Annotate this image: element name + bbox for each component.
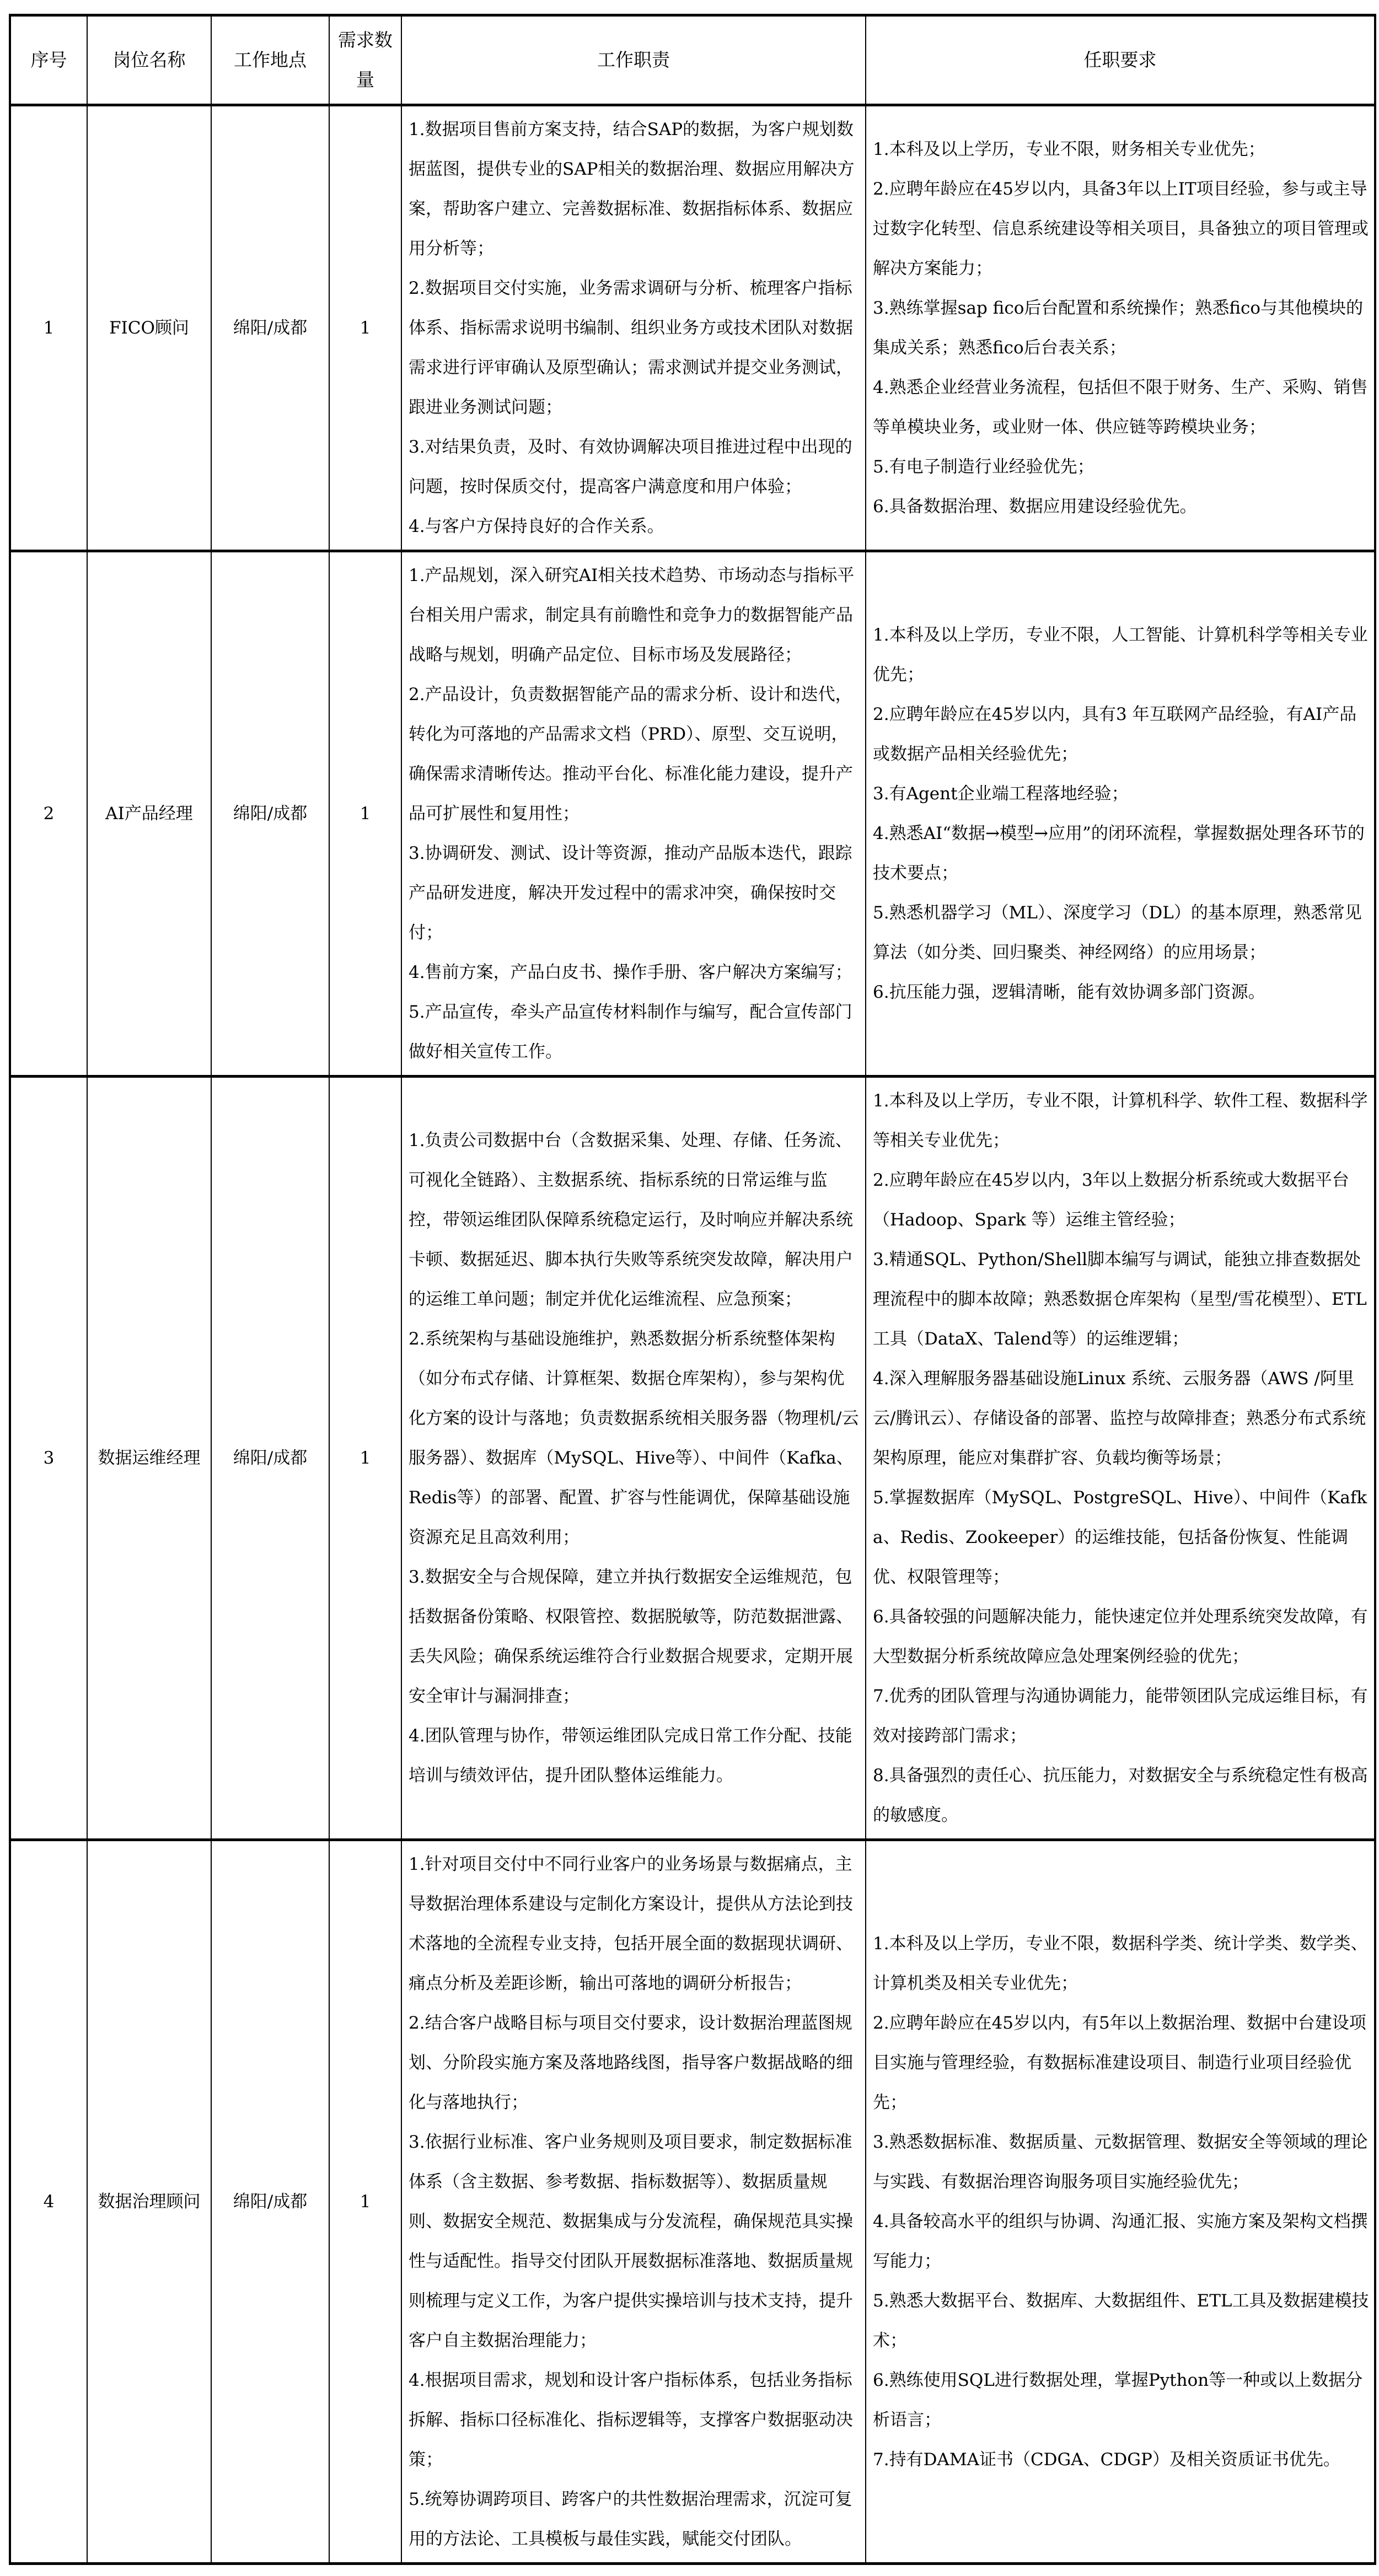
job-row-fico-consultant [10, 105, 1375, 551]
text-paragraph: 3.熟练掌握sap fico后台配置和系统操作；熟悉fico与其他模块的集成关系；熟悉fico后台表关系； [873, 298, 1364, 358]
text-paragraph: 1.负责公司数据中台（含数据采集、处理、存储、任务流、可视化全链路）、主数据系统、指标系统的日常运维与监控，带领运维团队保障系统稳定运行，及时响应并解决系统卡顿、数据延迟、脚本执行失败等系统突发故障，解决用户的运维工单问题；制定并优化运维流程、应急预案； [409, 1131, 853, 1309]
job-title: 数据运维经理 [87, 1077, 211, 1840]
text-paragraph: 1.本科及以上学历，专业不限，人工智能、计算机科学等相关专业优先； [873, 625, 1368, 685]
job-postings-table [9, 14, 1376, 2565]
job-title: FICO顾问 [87, 105, 211, 551]
job-no: 4 [10, 1840, 87, 2564]
text-paragraph: 1.本科及以上学历，专业不限，数据科学类、统计学类、数学类、计算机类及相关专业优先； [873, 1934, 1368, 1993]
text-paragraph: 1.产品规划，深入研究AI相关技术趋势、市场动态与指标平台相关用户需求，制定具有前瞻性和竞争力的数据智能产品战略与规划，明确产品定位、目标市场及发展路径； [409, 566, 855, 665]
job-duties [401, 551, 866, 1077]
job-count: 1 [329, 105, 401, 551]
text-paragraph: 2.应聘年龄应在45岁以内，有5年以上数据治理、数据中台建设项目实施与管理经验，有数据标准建设项目、制造行业项目经验优先； [873, 2013, 1366, 2112]
text-paragraph: 1.本科及以上学历，专业不限，计算机科学、软件工程、数据科学等相关专业优先； [873, 1091, 1368, 1150]
text-paragraph: 4.与客户方保持良好的合作关系。 [409, 517, 664, 536]
text-paragraph: 2.应聘年龄应在45岁以内，具备3年以上IT项目经验，参与或主导过数字化转型、信息系统建设等相关项目，具备独立的项目管理或解决方案能力； [873, 179, 1369, 278]
text-paragraph: 6.熟练使用SQL进行数据处理，掌握Python等一种或以上数据分析语言； [873, 2370, 1363, 2430]
job-row-data-governance-consultant [10, 1840, 1375, 2564]
text-paragraph: 2.系统架构与基础设施维护，熟悉数据分析系统整体架构（如分布式存储、计算框架、数据仓库架构），参与架构优化方案的设计与落地；负责数据系统相关服务器（物理机/云服务器）、数据库（MySQL、Hive等）、中间件（Kafka、Redis等）的部署、配置、扩容与性能调优，保障基础设施资源充足且高效利用； [409, 1329, 859, 1547]
job-duties [401, 1077, 866, 1840]
text-paragraph: 5.统筹协调跨项目、跨客户的共性数据治理需求，沉淀可复用的方法论、工具模板与最佳实践，赋能交付团队。 [409, 2489, 852, 2549]
text-paragraph: 2.产品设计，负责数据智能产品的需求分析、设计和迭代，转化为可落地的产品需求文档（PRD）、原型、交互说明，确保需求清晰传达。推动平台化、标准化能力建设，提升产品可扩展性和复用性； [409, 685, 853, 824]
text-paragraph: 1.数据项目售前方案支持，结合SAP的数据，为客户规划数据蓝图，提供专业的SAP相关的数据治理、数据应用解决方案，帮助客户建立、完善数据标准、数据指标体系、数据应用分析等； [409, 120, 855, 259]
text-paragraph: 3.精通SQL、Python/Shell脚本编写与调试，能独立排查数据处理流程中的脚本故障；熟悉数据仓库架构（星型/雪花模型）、ETL工具（DataX、Talend等）的运维逻辑； [873, 1250, 1367, 1349]
job-no: 1 [10, 105, 87, 551]
text-paragraph: 1.针对项目交付中不同行业客户的业务场景与数据痛点，主导数据治理体系建设与定制化方案设计，提供从方法论到技术落地的全流程专业支持，包括开展全面的数据现状调研、痛点分析及差距诊断，输出可落地的调研分析报告； [409, 1854, 853, 1993]
text-paragraph: 5.有电子制造行业经验优先； [873, 457, 1094, 477]
text-paragraph: 2.数据项目交付实施，业务需求调研与分析、梳理客户指标体系、指标需求说明书编制、组织业务方或技术团队对数据需求进行评审确认及原型确认；需求测试并提交业务测试，跟进业务测试问题； [409, 278, 853, 417]
job-title: AI产品经理 [87, 551, 211, 1077]
job-requirements [866, 1840, 1375, 2564]
job-title: 数据治理顾问 [87, 1840, 211, 2564]
text-paragraph: 2.应聘年龄应在45岁以内，3年以上数据分析系统或大数据平台（Hadoop、Spark 等）运维主管经验； [873, 1170, 1349, 1230]
text-paragraph: 4.深入理解服务器基础设施Linux 系统、云服务器（AWS /阿里云/腾讯云）、存储设备的部署、监控与故障排查；熟悉分布式系统架构原理，能应对集群扩容、负载均衡等场景； [873, 1369, 1366, 1468]
text-paragraph: 8.具备强烈的责任心、抗压能力，对数据安全与系统稳定性有极高的敏感度。 [873, 1766, 1368, 1825]
job-location: 绵阳/成都 [211, 105, 329, 551]
job-count: 1 [329, 551, 401, 1077]
text-paragraph: 3.数据安全与合规保障，建立并执行数据安全运维规范，包括数据备份策略、权限管控、数据脱敏等，防范数据泄露、丢失风险；确保系统运维符合行业数据合规要求，定期开展安全审计与漏洞排查； [409, 1567, 853, 1706]
job-no: 3 [10, 1077, 87, 1840]
text-paragraph: 4.具备较高水平的组织与协调、沟通汇报、实施方案及架构文档撰写能力； [873, 2212, 1368, 2271]
text-paragraph: 5.熟悉大数据平台、数据库、大数据组件、ETL工具及数据建模技术； [873, 2291, 1369, 2351]
text-paragraph: 6.抗压能力强，逻辑清晰，能有效协调多部门资源。 [873, 982, 1265, 1002]
job-count: 1 [329, 1840, 401, 2564]
job-requirements [866, 551, 1375, 1077]
text-paragraph: 5.熟悉机器学习（ML）、深度学习（DL）的基本原理，熟悉常见算法（如分类、回归聚类、神经网络）的应用场景； [873, 903, 1362, 962]
text-paragraph: 2.应聘年龄应在45岁以内，具有3 年互联网产品经验，有AI产品或数据产品相关经验优先； [873, 704, 1357, 764]
text-paragraph: 4.熟悉企业经营业务流程，包括但不限于财务、生产、采购、销售等单模块业务，或业财一体、供应链等跨模块业务； [873, 378, 1368, 437]
job-location: 绵阳/成都 [211, 1840, 329, 2564]
header-cell-duties: 工作职责 [401, 15, 866, 105]
text-paragraph: 3.协调研发、测试、设计等资源，推动产品版本迭代，跟踪产品研发进度，解决开发过程中的需求冲突，确保按时交付； [409, 843, 852, 943]
text-paragraph: 3.依据行业标准、客户业务规则及项目要求，制定数据标准体系（含主数据、参考数据、指标数据等）、数据质量规则、数据安全规范、数据集成与分发流程，确保规范具实操性与适配性。指导交付团队开展数据标准落地、数据质量规则梳理与定义工作，为客户提供实操培训与技术支持，提升客户自主数据治理能力； [409, 2132, 853, 2351]
header-cell-no: 序号 [10, 15, 87, 105]
header-cell-requirements: 任职要求 [866, 15, 1375, 105]
job-requirements [866, 105, 1375, 551]
job-location: 绵阳/成都 [211, 551, 329, 1077]
text-paragraph: 6.具备较强的问题解决能力，能快速定位并处理系统突发故障，有大型数据分析系统故障应急处理案例经验的优先； [873, 1607, 1368, 1666]
text-paragraph: 4.团队管理与协作，带领运维团队完成日常工作分配、技能培训与绩效评估，提升团队整体运维能力。 [409, 1726, 852, 1786]
job-duties [401, 1840, 866, 2564]
text-paragraph: 4.熟悉AI“数据→模型→应用”的闭环流程，掌握数据处理各环节的技术要点； [873, 824, 1365, 883]
job-requirements [866, 1077, 1375, 1840]
job-count: 1 [329, 1077, 401, 1840]
text-paragraph: 6.具备数据治理、数据应用建设经验优先。 [873, 497, 1197, 517]
header-cell-location: 工作地点 [211, 15, 329, 105]
text-paragraph: 7.优秀的团队管理与沟通协调能力，能带领团队完成运维目标，有效对接跨部门需求； [873, 1686, 1368, 1746]
text-paragraph: 5.产品宣传，牵头产品宣传材料制作与编写，配合宣传部门做好相关宣传工作。 [409, 1002, 852, 1062]
job-row-data-ops-manager [10, 1077, 1375, 1840]
job-location: 绵阳/成都 [211, 1077, 329, 1840]
job-no: 2 [10, 551, 87, 1077]
job-row-ai-product-manager [10, 551, 1375, 1077]
text-paragraph: 4.根据项目需求，规划和设计客户指标体系，包括业务指标拆解、指标口径标准化、指标逻辑等，支撑客户数据驱动决策； [409, 2370, 853, 2470]
text-paragraph: 5.掌握数据库（MySQL、PostgreSQL、Hive）、中间件（Kafka、Redis、Zookeeper）的运维技能，包括备份恢复、性能调优、权限管理等； [873, 1488, 1367, 1587]
text-paragraph: 3.对结果负责，及时、有效协调解决项目推进过程中出现的问题，按时保质交付，提高客户满意度和用户体验； [409, 437, 852, 497]
header-row [10, 15, 1375, 105]
text-paragraph: 7.持有DAMA证书（CDGA、CDGP）及相关资质证书优先。 [873, 2450, 1340, 2470]
text-paragraph: 4.售前方案，产品白皮书、操作手册、客户解决方案编写； [409, 962, 852, 982]
header-cell-count: 需求数量 [329, 15, 401, 105]
header-cell-title: 岗位名称 [87, 15, 211, 105]
text-paragraph: 2.结合客户战略目标与项目交付要求，设计数据治理蓝图规划、分阶段实施方案及落地路线图，指导客户数据战略的细化与落地执行； [409, 2013, 853, 2112]
text-paragraph: 1.本科及以上学历，专业不限，财务相关专业优先； [873, 139, 1265, 159]
text-paragraph: 3.熟悉数据标准、数据质量、元数据管理、数据安全等领域的理论与实践、有数据治理咨询服务项目实施经验优先； [873, 2132, 1368, 2192]
text-paragraph: 3.有Agent企业端工程落地经验； [873, 784, 1129, 804]
job-duties [401, 105, 866, 551]
